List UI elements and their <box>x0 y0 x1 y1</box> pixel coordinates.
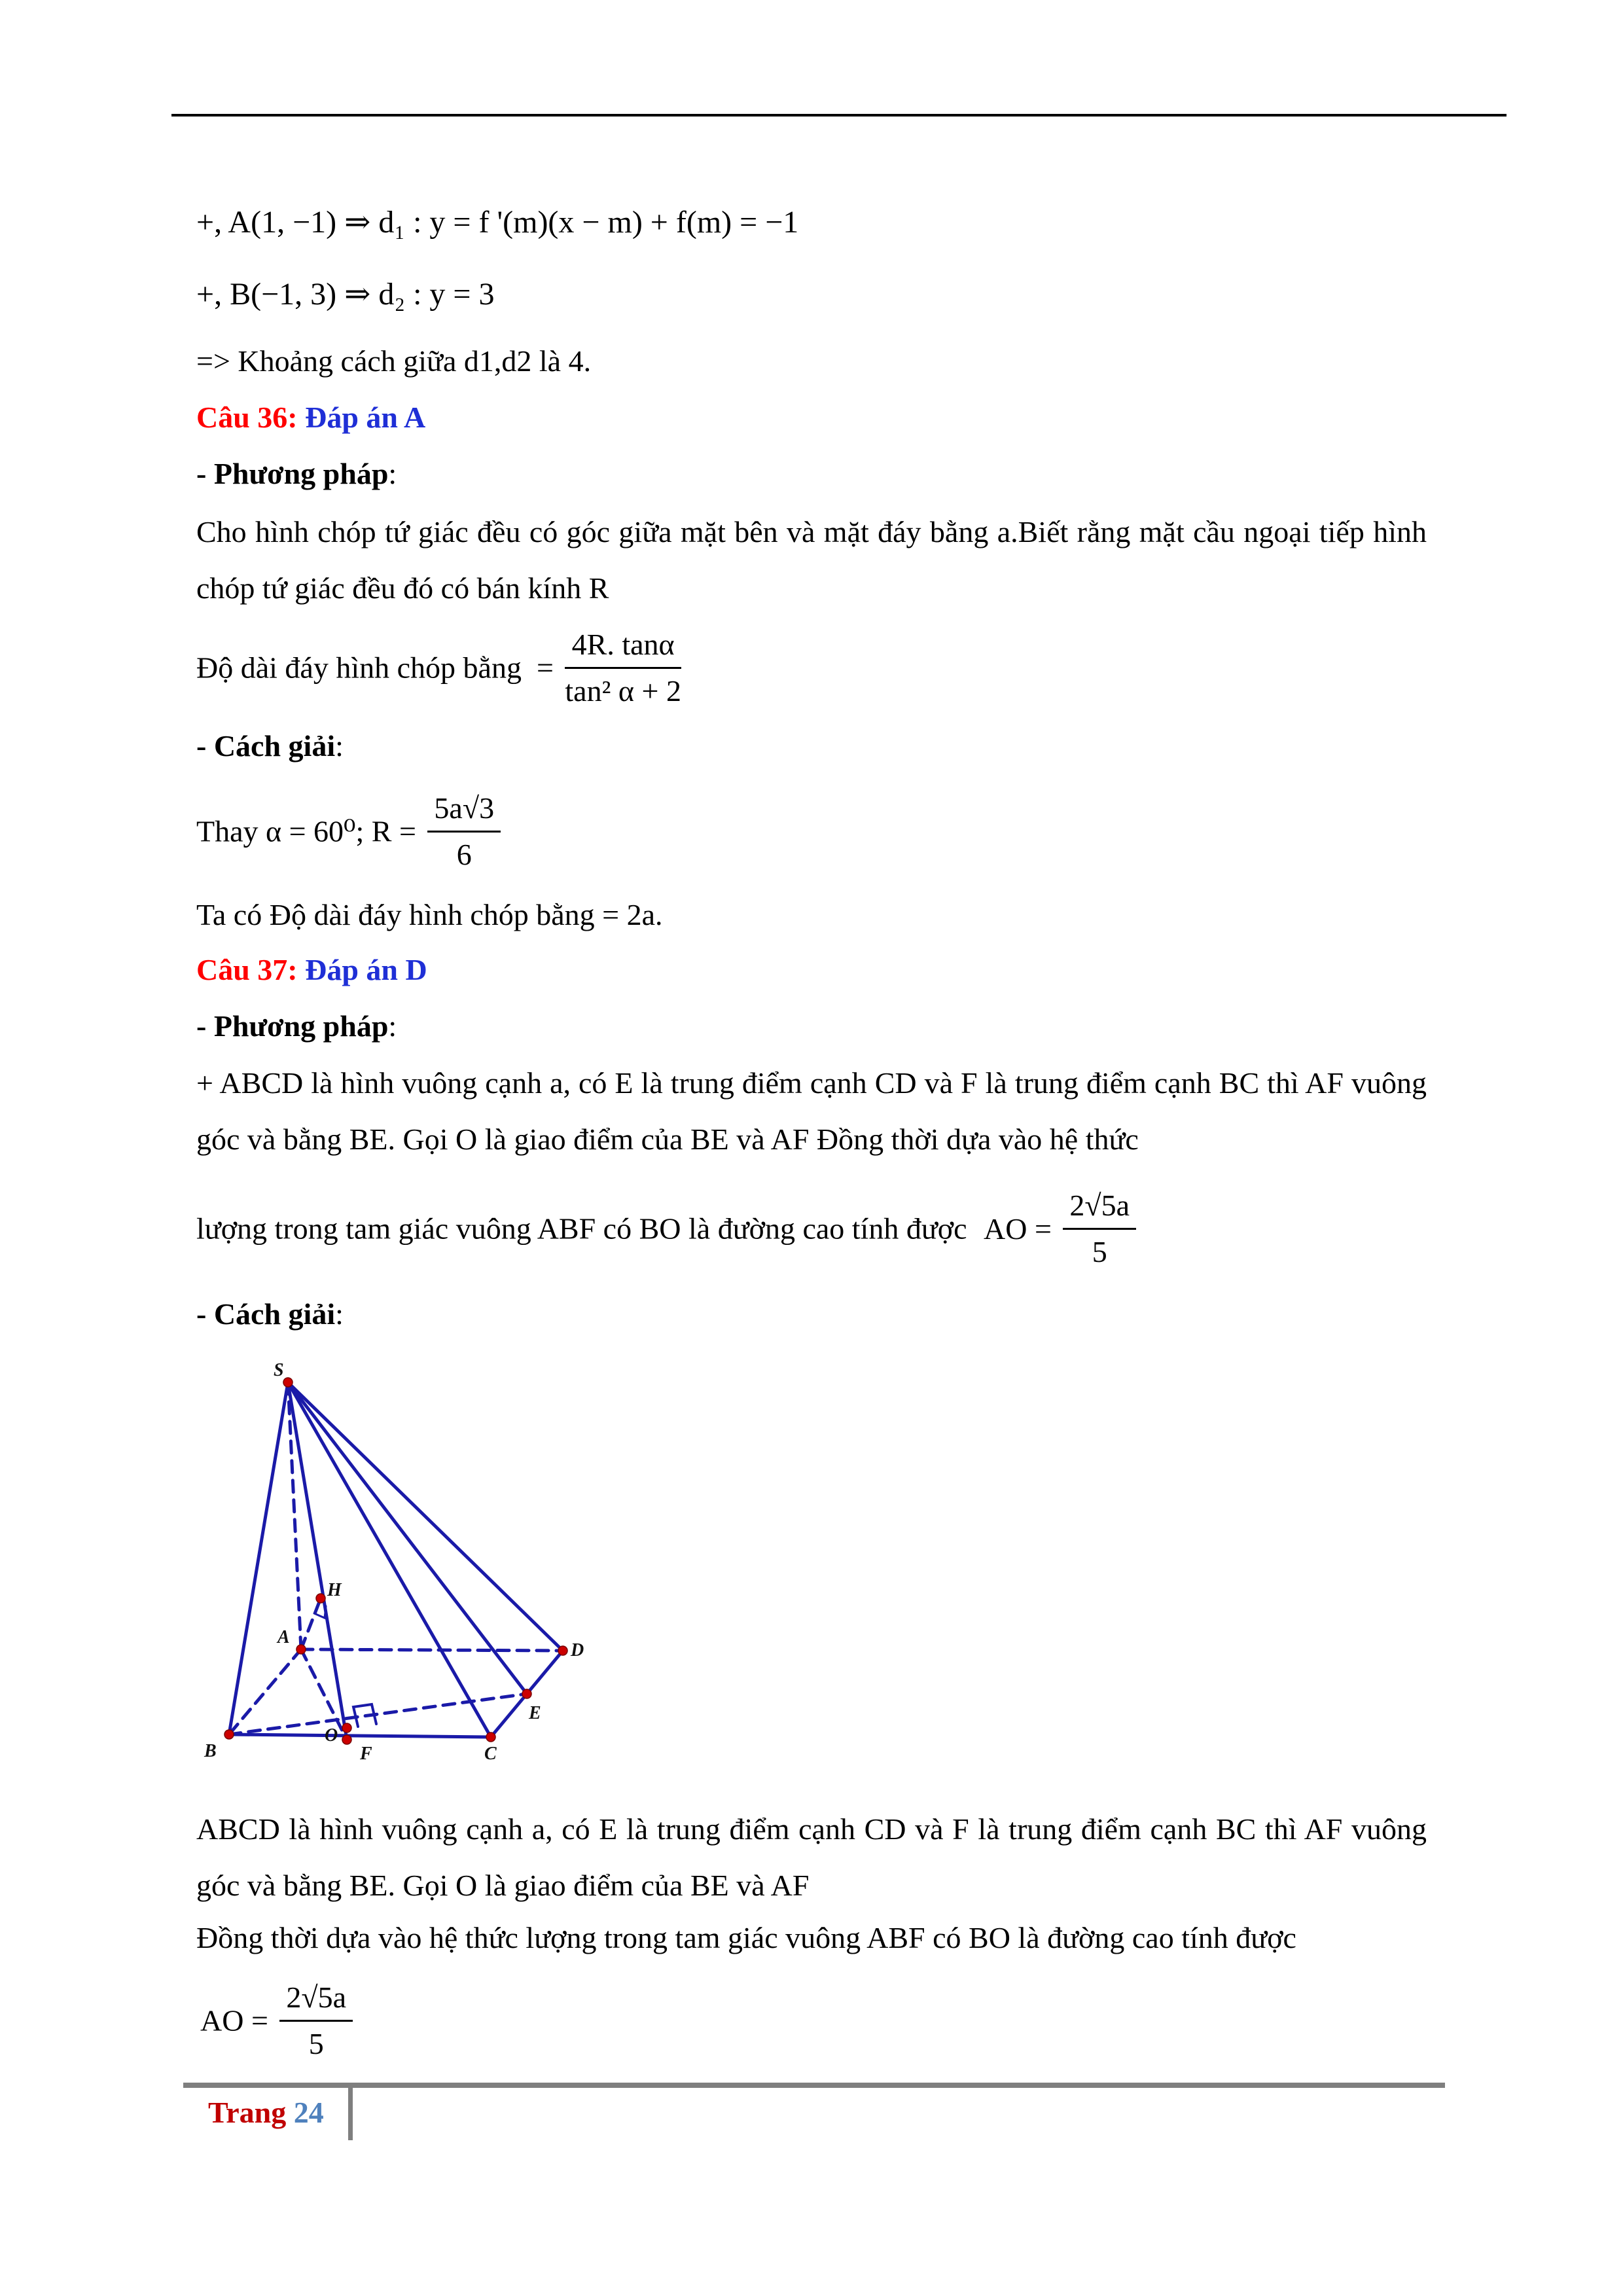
label-F: F <box>360 1744 372 1764</box>
q36-thay-expr: α = 60⁰; R = <box>266 814 416 848</box>
q37-final-fraction <box>279 1978 353 2064</box>
pyramid-figure <box>196 1348 628 1774</box>
q37-ao-den: 5 <box>1092 1235 1107 1268</box>
edge-BC <box>229 1734 491 1737</box>
q37-ao-fraction <box>1063 1186 1136 1272</box>
q36-thay-den: 6 <box>456 838 472 871</box>
point-O <box>342 1723 351 1732</box>
q36-thay-num: 5a√3 <box>427 789 501 833</box>
q36-method-label: - Phương pháp <box>196 457 389 490</box>
point-F <box>342 1735 351 1744</box>
q37-final-lhs: AO = <box>200 2003 268 2037</box>
q37-final-num: 2√5a <box>279 1978 353 2022</box>
edge-SB <box>229 1382 288 1734</box>
q36-label: Câu 36: <box>196 401 298 434</box>
point-A <box>296 1645 306 1654</box>
point-B <box>224 1730 234 1739</box>
q36-result: Ta có Độ dài đáy hình chóp bằng = 2a. <box>196 898 663 931</box>
point-D <box>558 1646 567 1655</box>
footer-page-number: 24 <box>293 2096 324 2129</box>
q36-formula-num: 4R. tanα <box>565 625 681 669</box>
q36-formula-prefix: Độ dài đáy hình chóp bằng <box>196 651 522 685</box>
q36-thay-prefix: Thay <box>196 814 259 848</box>
label-B: B <box>204 1741 217 1761</box>
edge-BE <box>229 1694 527 1734</box>
label-O: O <box>325 1725 338 1746</box>
label-E: E <box>529 1703 541 1723</box>
label-C: C <box>484 1744 497 1764</box>
q36-thay <box>196 789 505 874</box>
label-S: S <box>274 1360 284 1380</box>
footer-rule <box>183 2083 1445 2088</box>
q36-formula-den: tan² α + 2 <box>565 674 681 708</box>
q36-answer: Đáp án A <box>305 401 426 434</box>
equation-line-1: +, A(1, −1) ⇒ d₁ : y = f '(m)(x − m) + f(m) = −1 <box>196 205 799 240</box>
q36-solution-heading: - Cách giải: <box>196 729 344 762</box>
q37-answer: Đáp án D <box>305 953 427 986</box>
q36-formula: Độ dài đáy hình chóp bằng = $\frac{4R. \tan\alpha}{\text{tan² α + 2}}$ <box>196 625 685 711</box>
q37-ao-lhs: AO = <box>984 1211 1052 1246</box>
q37-solution-heading: - Cách giải: <box>196 1297 344 1331</box>
edge-AH <box>301 1598 321 1649</box>
q36-solution-label: - Cách giải <box>196 729 336 762</box>
q37-after-text2: Đồng thời dựa vào hệ thức lượng trong tam giác vuông ABF có BO là đường cao tính được <box>196 1921 1296 1954</box>
q37-method-text2-line <box>196 1186 1140 1272</box>
q36-thay-fraction <box>427 789 501 874</box>
footer-page <box>208 2093 324 2132</box>
equation-line-2: +, B(−1, 3) ⇒ d₂ : y = 3 <box>196 277 495 312</box>
q36-heading <box>196 398 425 437</box>
point-S <box>283 1378 293 1387</box>
q37-heading <box>196 950 427 990</box>
point-E <box>522 1689 531 1698</box>
q37-method-text2: lượng trong tam giác vuông ABF có BO là đường cao tính được <box>196 1211 967 1246</box>
q37-ao-num: 2√5a <box>1063 1186 1136 1230</box>
edge-AD <box>301 1649 563 1651</box>
q37-label: Câu 37: <box>196 953 298 986</box>
header-rule <box>171 114 1507 117</box>
q37-solution-label: - Cách giải <box>196 1297 336 1331</box>
footer-separator <box>348 2088 353 2140</box>
q36-method-text: Cho hình chóp tứ giác đều có góc giữa mặt bên và mặt đáy bằng a.Biết rằng mặt cầu ngoại tiếp hình chóp tứ giác đều đó có bán kính R <box>196 515 1427 605</box>
point-H <box>316 1594 325 1603</box>
label-D: D <box>571 1640 584 1660</box>
q37-method-heading: - Phương pháp: <box>196 1009 397 1043</box>
q36-method-heading: - Phương pháp: <box>196 457 397 490</box>
q36-formula-fraction <box>565 625 681 711</box>
q37-final-den: 5 <box>308 2027 324 2060</box>
label-H: H <box>327 1580 342 1600</box>
text-line-3: => Khoảng cách giữa d1,d2 là 4. <box>196 344 592 378</box>
q37-after-text1: ABCD là hình vuông cạnh a, có E là trung điểm cạnh CD và F là trung điểm cạnh BC thì AF vuông góc và bằng BE. Gọi O là giao điểm của BE và AF <box>196 1812 1427 1902</box>
q37-method-label: - Phương pháp <box>196 1009 389 1043</box>
edge-SD <box>288 1382 563 1651</box>
label-A: A <box>277 1627 290 1647</box>
point-C <box>486 1732 495 1742</box>
edge-SE <box>288 1382 527 1694</box>
q37-final <box>200 1978 357 2064</box>
q37-method-text: + ABCD là hình vuông cạnh a, có E là trung điểm cạnh CD và F là trung điểm cạnh BC thì AF vuông góc và bằng BE. Gọi O là giao điểm của BE và AF Đồng thời dựa vào hệ thức <box>196 1066 1427 1156</box>
footer-word: Trang <box>208 2096 287 2129</box>
